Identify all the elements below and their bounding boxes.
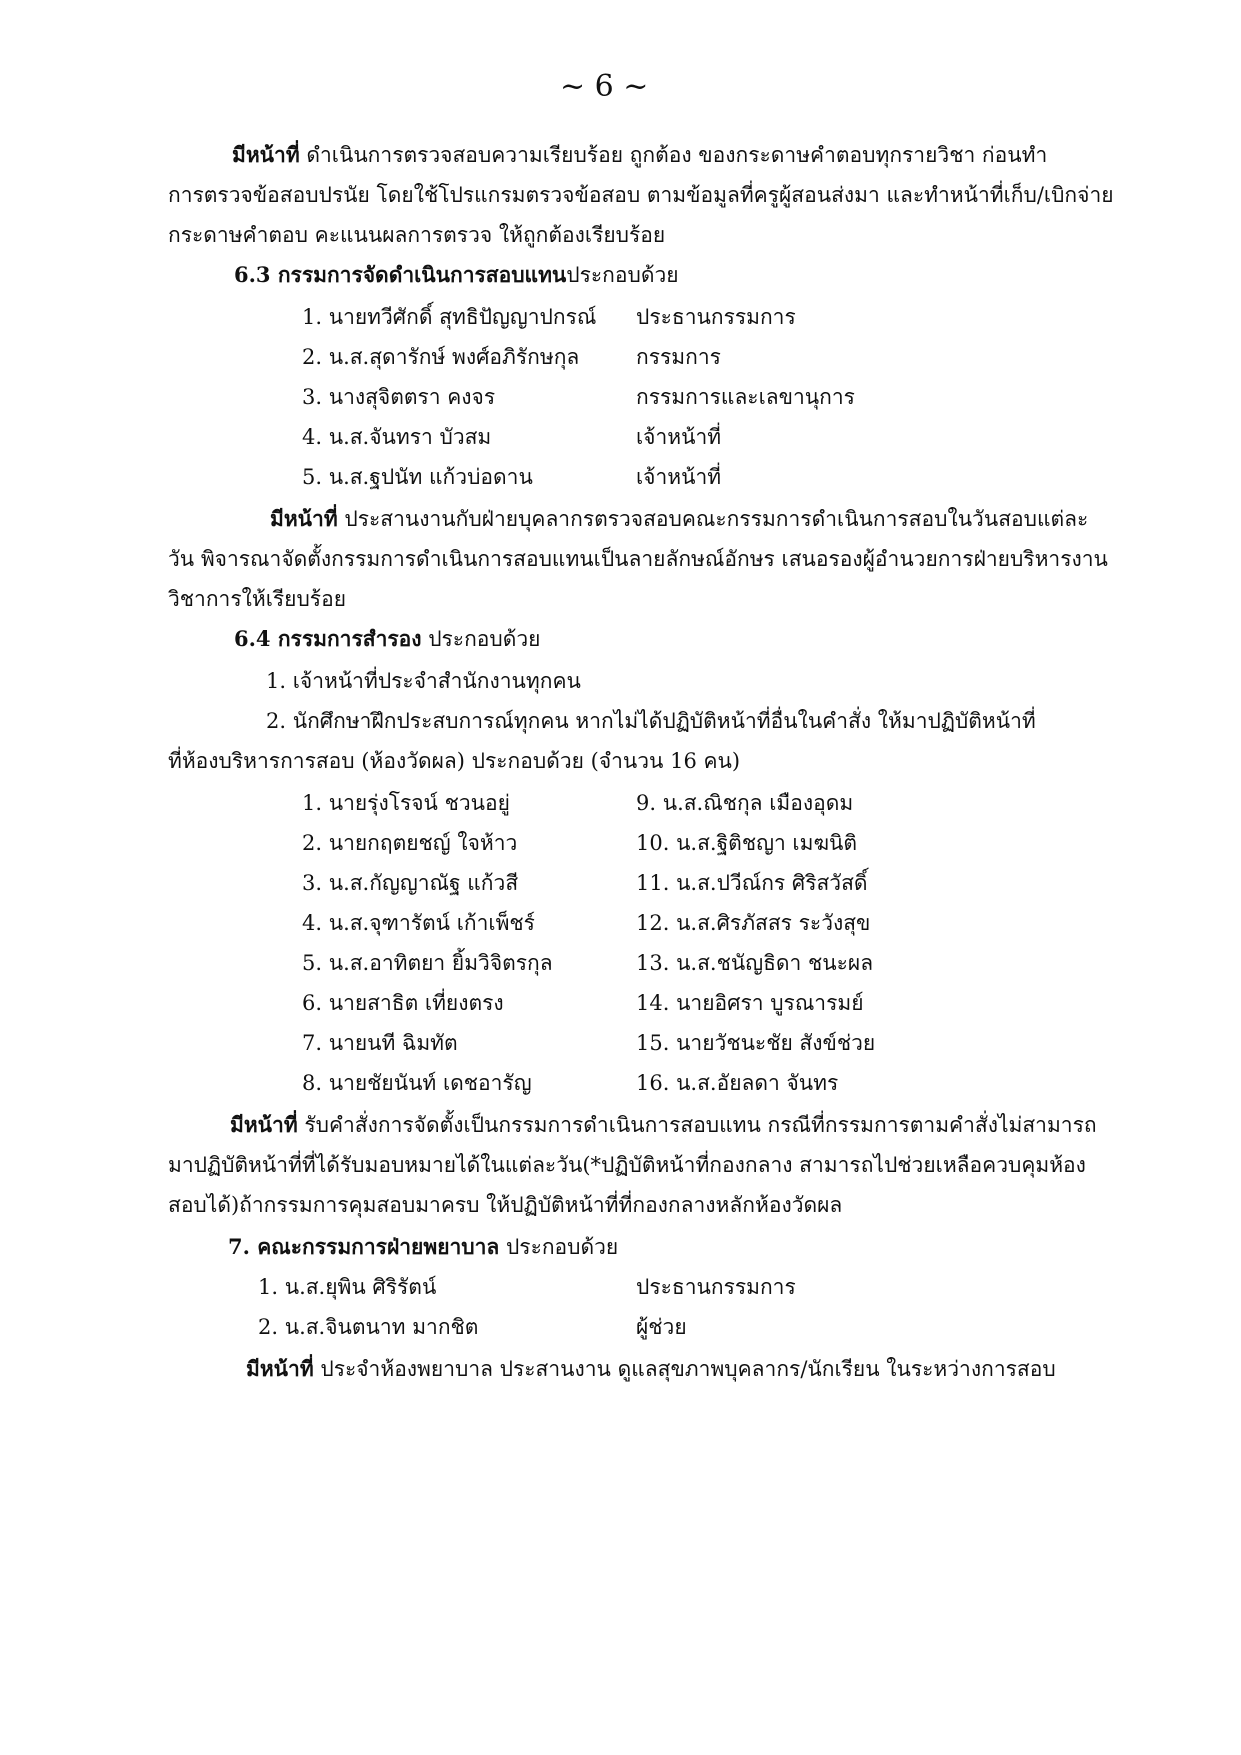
member-name: 5. น.ส.ฐปนัท แก้วบ่อดาน bbox=[302, 465, 533, 489]
member-name: 9. น.ส.ณิชกุล เมืองอุดม bbox=[636, 791, 854, 815]
member-name: 7. นายนที ฉิมทัต bbox=[302, 1031, 458, 1055]
member-name: 4. น.ส.จันทรา บัวสม bbox=[302, 425, 492, 449]
member-name: 13. น.ส.ชนัญธิดา ชนะผล bbox=[636, 951, 874, 975]
member-name: 3. น.ส.กัญญาณัฐ แก้วสี bbox=[302, 871, 519, 895]
member-name: 2. น.ส.สุดารักษ์ พงศ์อภิรักษกุล bbox=[302, 345, 580, 369]
member-role: กรรมการและเลขานุการ bbox=[636, 385, 855, 409]
member-name: 14. นายอิศรา บูรณารมย์ bbox=[636, 991, 864, 1015]
paragraph-text: รับคำสั่งการจัดตั้งเป็นกรรมการดำเนินการสอบแทน กรณีที่กรรมการตามคำสั่งไม่สามารถ bbox=[297, 1113, 1097, 1137]
paragraph-duty-6-4 bbox=[230, 1110, 1097, 1140]
list-item: 2. นักศึกษาฝึกประสบการณ์ทุกคน หากไม่ได้ปฏิบัติหน้าที่อื่นในคำสั่ง ให้มาปฏิบัติหน้าที่ bbox=[266, 709, 1036, 733]
member-role: เจ้าหน้าที่ bbox=[636, 425, 722, 449]
member-name: 2. นายกฤตยชญ์ ใจห้าว bbox=[302, 831, 518, 855]
list-item: 1. เจ้าหน้าที่ประจำสำนักงานทุกคน bbox=[266, 669, 581, 693]
paragraph-line: มาปฏิบัติหน้าที่ที่ได้รับมอบหมายได้ในแต่ละวัน(*ปฏิบัติหน้าที่กองกลาง สามารถไปช่วยเหลือควบคุมห้อง bbox=[168, 1153, 1086, 1177]
section-heading-6-3 bbox=[234, 260, 679, 290]
member-role: ผู้ช่วย bbox=[636, 1315, 687, 1339]
duty-label: มีหน้าที่ bbox=[270, 506, 338, 531]
paragraph-duty-6-3 bbox=[270, 504, 1088, 534]
duty-label: มีหน้าที่ bbox=[232, 142, 300, 167]
member-name: 1. น.ส.ยุพิน ศิริรัตน์ bbox=[258, 1275, 437, 1299]
section-title-suffix: ประกอบด้วย bbox=[421, 627, 541, 651]
member-role: เจ้าหน้าที่ bbox=[636, 465, 722, 489]
section-heading-6-4 bbox=[234, 624, 540, 654]
member-name: 2. น.ส.จินตนาท มากชิต bbox=[258, 1315, 479, 1339]
page-number: ~ 6 ~ bbox=[560, 69, 649, 104]
section-title-suffix: ประกอบด้วย bbox=[566, 263, 679, 287]
member-name: 1. นายทวีศักดิ์ สุทธิปัญญาปกรณ์ bbox=[302, 305, 597, 329]
paragraph-line: สอบได้)ถ้ากรรมการคุมสอบมาครบ ให้ปฏิบัติหน้าที่ที่กองกลางหลักห้องวัดผล bbox=[168, 1193, 843, 1217]
member-role: ประธานกรรมการ bbox=[636, 305, 796, 329]
paragraph-line: วัน พิจารณาจัดตั้งกรรมการดำเนินการสอบแทนเป็นลายลักษณ์อักษร เสนอรองผู้อำนวยการฝ่ายบริหารงาน bbox=[168, 547, 1108, 571]
section-title: 6.3 กรรมการจัดดำเนินการสอบแทน bbox=[234, 262, 567, 287]
member-name: 1. นายรุ่งโรจน์ ชวนอยู่ bbox=[302, 791, 510, 815]
section-title: 7. คณะกรรมการฝ่ายพยาบาล bbox=[228, 1234, 500, 1259]
paragraph-text: ประสานงานกับฝ่ายบุคลากรตรวจสอบคณะกรรมการดำเนินการสอบในวันสอบแต่ละ bbox=[337, 507, 1089, 531]
member-name: 11. น.ส.ปวีณ์กร ศิริสวัสดิ์ bbox=[636, 871, 868, 895]
duty-label: มีหน้าที่ bbox=[246, 1356, 314, 1381]
paragraph-duty-intro bbox=[232, 140, 1047, 170]
section-title: 6.4 กรรมการสำรอง bbox=[234, 626, 422, 651]
member-name: 3. นางสุจิตตรา คงจร bbox=[302, 385, 496, 409]
list-item-continuation: ที่ห้องบริหารการสอบ (ห้องวัดผล) ประกอบด้วย (จำนวน 16 คน) bbox=[168, 749, 741, 773]
member-role: ประธานกรรมการ bbox=[636, 1275, 796, 1299]
paragraph-text: ดำเนินการตรวจสอบความเรียบร้อย ถูกต้อง ของกระดาษคำตอบทุกรายวิชา ก่อนทำ bbox=[299, 143, 1048, 167]
section-title-suffix: ประกอบด้วย bbox=[499, 1235, 619, 1259]
member-name: 4. น.ส.จุฑารัตน์ เก้าเพ็ชร์ bbox=[302, 911, 535, 935]
member-name: 12. น.ส.ศิรภัสสร ระวังสุข bbox=[636, 911, 871, 935]
member-name: 15. นายวัชนะชัย สังข์ช่วย bbox=[636, 1031, 876, 1055]
paragraph-line: กระดาษคำตอบ คะแนนผลการตรวจ ให้ถูกต้องเรียบร้อย bbox=[168, 223, 666, 247]
paragraph-duty-7 bbox=[246, 1354, 1056, 1384]
paragraph-line: วิชาการให้เรียบร้อย bbox=[168, 587, 347, 611]
paragraph-text: ประจำห้องพยาบาล ประสานงาน ดูแลสุขภาพบุคลากร/นักเรียน ในระหว่างการสอบ bbox=[313, 1357, 1056, 1381]
paragraph-line: การตรวจข้อสอบปรนัย โดยใช้โปรแกรมตรวจข้อสอบ ตามข้อมูลที่ครูผู้สอนส่งมา และทำหน้าที่เก็บ/เบิกจ่าย bbox=[168, 183, 1114, 207]
duty-label: มีหน้าที่ bbox=[230, 1112, 298, 1137]
member-name: 10. น.ส.ฐิติชญา เมฆนิติ bbox=[636, 831, 858, 855]
section-heading-7 bbox=[228, 1232, 618, 1262]
member-name: 6. นายสาธิต เที่ยงตรง bbox=[302, 991, 504, 1015]
member-role: กรรมการ bbox=[636, 345, 721, 369]
member-name: 5. น.ส.อาทิตยา ยิ้มวิจิตรกุล bbox=[302, 951, 553, 975]
member-name: 16. น.ส.อัยลดา จันทร bbox=[636, 1071, 839, 1095]
member-name: 8. นายชัยนันท์ เดชอารัญ bbox=[302, 1071, 532, 1095]
